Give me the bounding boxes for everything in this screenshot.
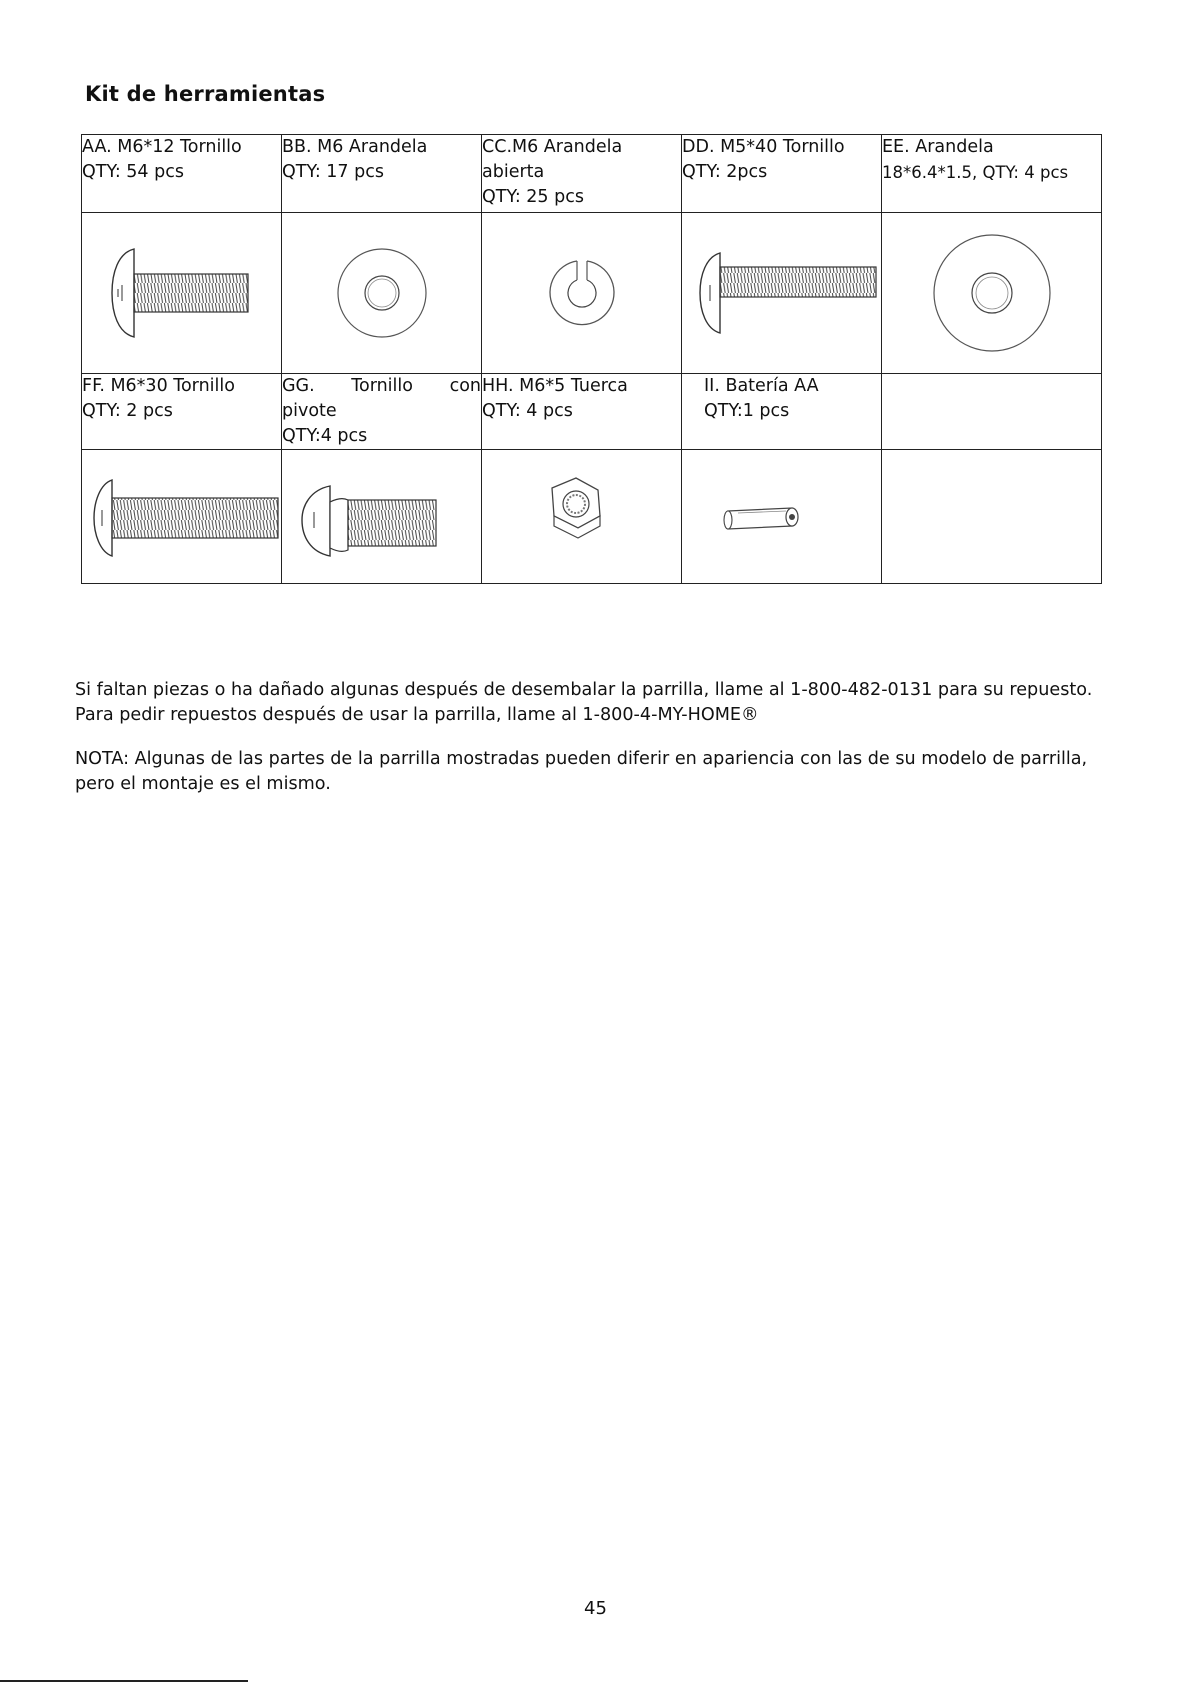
part-FF-picture — [82, 450, 282, 584]
screw-short-icon — [82, 213, 282, 373]
part-GG-word-1: GG. — [282, 376, 315, 396]
open-washer-icon — [482, 213, 682, 373]
large-washer-icon — [882, 213, 1102, 373]
nota-line-2: pero el montaje es el mismo. — [75, 774, 331, 794]
part-CC-name-cont: abierta — [482, 162, 545, 182]
part-GG-name — [282, 374, 481, 399]
part-BB-picture — [282, 213, 482, 374]
part-EE-name: EE. Arandela — [882, 137, 994, 157]
notes-section — [75, 678, 1105, 816]
part-BB-qty: QTY: 17 pcs — [282, 162, 384, 182]
part-AA-label — [82, 135, 282, 213]
part-FF-qty: QTY: 2 pcs — [82, 401, 173, 421]
part-CC-name: CC.M6 Arandela — [482, 137, 623, 157]
part-HH-name: HH. M6*5 Tuerca — [482, 376, 628, 396]
part-DD-label — [682, 135, 882, 213]
part-EE-label — [882, 135, 1102, 213]
part-AA-name: AA. M6*12 Tornillo — [82, 137, 242, 157]
part-HH-label — [482, 374, 682, 450]
footer-rule — [0, 1680, 248, 1682]
part-GG-name-cont: pivote — [282, 401, 337, 421]
picture-row-1 — [82, 213, 1102, 374]
part-II-label — [682, 374, 882, 450]
part-BB-label — [282, 135, 482, 213]
part-II-name: II. Batería AA — [704, 376, 819, 396]
part-DD-picture — [682, 213, 882, 374]
missing-parts-note — [75, 678, 1105, 728]
missing-parts-line-2: Para pedir repuestos después de usar la parrilla, llame al 1-800-4-MY-HOME® — [75, 705, 759, 725]
part-AA-picture — [82, 213, 282, 374]
part-AA-qty: QTY: 54 pcs — [82, 162, 184, 182]
label-row-2 — [82, 374, 1102, 450]
part-CC-label — [482, 135, 682, 213]
page-number: 45 — [584, 1598, 607, 1619]
empty-cell — [882, 374, 1102, 450]
part-DD-qty: QTY: 2pcs — [682, 162, 768, 182]
part-HH-qty: QTY: 4 pcs — [482, 401, 573, 421]
nota-line-1: NOTA: Algunas de las partes de la parrilla mostradas pueden diferir en apariencia con las de su modelo de parrilla, — [75, 749, 1088, 769]
part-EE-picture — [882, 213, 1102, 374]
screw-medium-icon — [82, 450, 282, 583]
aa-battery-icon — [682, 450, 882, 583]
washer-icon — [282, 213, 482, 373]
part-II-picture — [682, 450, 882, 584]
part-DD-name: DD. M5*40 Tornillo — [682, 137, 845, 157]
part-FF-name: FF. M6*30 Tornillo — [82, 376, 235, 396]
part-GG-picture — [282, 450, 482, 584]
part-II-qty: QTY:1 pcs — [704, 401, 790, 421]
part-CC-picture — [482, 213, 682, 374]
part-GG-word-3: con — [449, 376, 481, 396]
screw-long-icon — [682, 213, 882, 373]
picture-row-2 — [82, 450, 1102, 584]
part-EE-qty: 18*6.4*1.5, QTY: 4 pcs — [882, 163, 1069, 182]
part-GG-word-2: Tornillo — [351, 376, 413, 396]
label-row-1 — [82, 135, 1102, 213]
part-CC-qty: QTY: 25 pcs — [482, 187, 584, 207]
empty-picture-cell — [882, 450, 1102, 584]
hardware-kit-table — [81, 134, 1102, 584]
part-BB-name: BB. M6 Arandela — [282, 137, 428, 157]
missing-parts-line-1: Si faltan piezas o ha dañado algunas después de desembalar la parrilla, llame al 1-800-482-0131 para su repuesto. — [75, 680, 1093, 700]
nota-note — [75, 747, 1105, 797]
hex-nut-icon — [482, 450, 682, 583]
part-GG-label — [282, 374, 482, 450]
pivot-screw-icon — [282, 450, 482, 583]
part-HH-picture — [482, 450, 682, 584]
part-GG-qty: QTY:4 pcs — [282, 426, 368, 446]
page-title: Kit de herramientas — [85, 82, 326, 106]
part-FF-label — [82, 374, 282, 450]
